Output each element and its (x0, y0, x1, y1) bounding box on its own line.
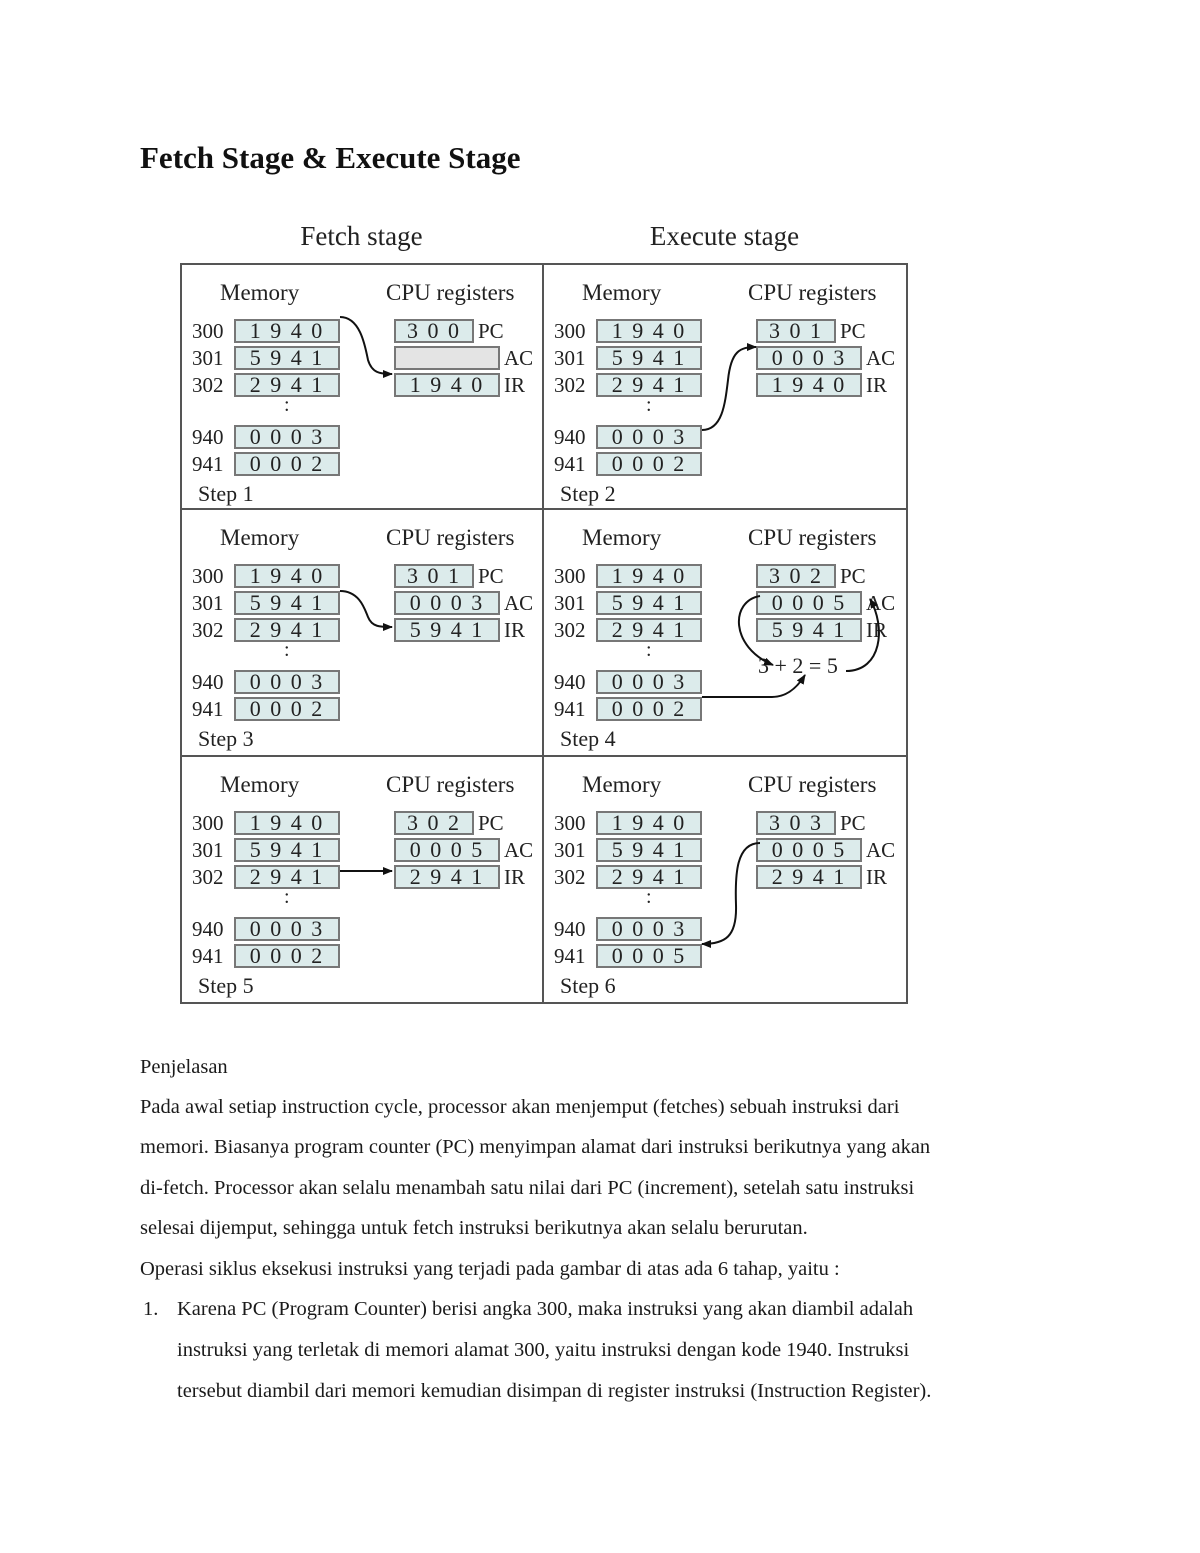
register-ac-label: AC (504, 838, 534, 862)
ellipsis-dots: : (284, 639, 290, 661)
register-ir-value: 2 9 4 1 (394, 865, 500, 889)
register-ac-value: 0 0 0 5 (756, 838, 862, 862)
memory-address: 940 (554, 670, 586, 694)
cpu-registers-label: CPU registers (386, 772, 515, 797)
memory-label: Memory (582, 280, 662, 305)
memory-address: 301 (192, 346, 224, 370)
paragraph-1-line-1: Pada awal setiap instruction cycle, processor akan menjemput (fetches) sebuah instruksi dari (140, 1096, 900, 1118)
ellipsis-dots: : (646, 886, 652, 908)
step-cell-6 (544, 757, 908, 1004)
register-pc-label: PC (840, 811, 866, 835)
memory-address: 300 (192, 319, 224, 343)
memory-address: 940 (192, 425, 224, 449)
memory-word: 2 9 4 1 (234, 618, 340, 642)
memory-word: 2 9 4 1 (234, 373, 340, 397)
memory-address: 940 (554, 917, 586, 941)
register-ir-label: IR (504, 373, 525, 397)
register-ir-value: 1 9 4 0 (394, 373, 500, 397)
ellipsis-dots: : (284, 394, 290, 416)
memory-word: 0 0 0 2 (234, 452, 340, 476)
memory-word: 5 9 4 1 (596, 591, 702, 615)
register-ir-label: IR (504, 618, 525, 642)
memory-word: 0 0 0 3 (596, 425, 702, 449)
memory-word: 2 9 4 1 (596, 865, 702, 889)
memory-address: 302 (554, 618, 586, 642)
register-ir-value: 5 9 4 1 (756, 618, 862, 642)
memory-address: 301 (192, 838, 224, 862)
paragraph-2: Operasi siklus eksekusi instruksi yang terjadi pada gambar di atas ada 6 tahap, yaitu : (140, 1258, 840, 1280)
memory-address: 940 (192, 670, 224, 694)
register-pc-value: 3 0 3 (756, 811, 836, 835)
paragraph-1-line-2: memori. Biasanya program counter (PC) menyimpan alamat dari instruksi berikutnya yang akan (140, 1136, 931, 1158)
memory-word: 1 9 4 0 (234, 811, 340, 835)
memory-word: 0 0 0 3 (596, 917, 702, 941)
step-label: Step 2 (560, 481, 616, 506)
list-item-1-number: 1. (143, 1298, 159, 1320)
ellipsis-dots: : (284, 886, 290, 908)
step-cell-2 (544, 263, 908, 510)
register-ac-value: 0 0 0 5 (756, 591, 862, 615)
memory-address: 300 (192, 564, 224, 588)
memory-address: 302 (192, 865, 224, 889)
register-pc-label: PC (478, 319, 504, 343)
cpu-registers-label: CPU registers (386, 280, 515, 305)
register-pc-label: PC (840, 564, 866, 588)
memory-word: 1 9 4 0 (234, 319, 340, 343)
cpu-registers-label: CPU registers (748, 525, 877, 550)
list-item-1-line-1: Karena PC (Program Counter) berisi angka 300, maka instruksi yang akan diambil adalah (177, 1298, 914, 1320)
register-ac-value (394, 346, 500, 370)
register-ac-label: AC (504, 591, 534, 615)
memory-word: 5 9 4 1 (596, 346, 702, 370)
memory-word: 1 9 4 0 (596, 319, 702, 343)
register-ir-value: 2 9 4 1 (756, 865, 862, 889)
register-ir-value: 1 9 4 0 (756, 373, 862, 397)
memory-label: Memory (220, 772, 300, 797)
step-label: Step 4 (560, 726, 616, 751)
instruction-cycle-figure (170, 255, 920, 1015)
memory-word: 0 0 0 2 (234, 944, 340, 968)
penjelasan-heading: Penjelasan (140, 1056, 228, 1078)
paragraph-1-line-4: selesai dijemput, sehingga untuk fetch instruksi berikutnya akan selalu berurutan. (140, 1217, 808, 1239)
memory-word: 5 9 4 1 (596, 838, 702, 862)
list-item-1-line-3: tersebut diambil dari memori kemudian disimpan di register instruksi (Instruction Register). (177, 1380, 932, 1402)
register-ir-label: IR (866, 618, 887, 642)
register-ir-value: 5 9 4 1 (394, 618, 500, 642)
memory-address: 941 (554, 944, 586, 968)
step-label: Step 5 (198, 973, 254, 998)
memory-address: 941 (192, 697, 224, 721)
memory-word: 2 9 4 1 (234, 865, 340, 889)
memory-address: 300 (554, 811, 586, 835)
memory-word: 0 0 0 3 (234, 670, 340, 694)
memory-word: 0 0 0 2 (596, 452, 702, 476)
step-label: Step 6 (560, 973, 616, 998)
memory-address: 941 (192, 452, 224, 476)
ellipsis-dots: : (646, 639, 652, 661)
register-pc-value: 3 0 2 (394, 811, 474, 835)
memory-address: 941 (192, 944, 224, 968)
memory-label: Memory (220, 280, 300, 305)
execute-stage-heading: Execute stage (649, 221, 800, 251)
memory-label: Memory (582, 772, 662, 797)
memory-word: 0 0 0 3 (234, 917, 340, 941)
step-label: Step 3 (198, 726, 254, 751)
fetch-stage-heading: Fetch stage (300, 221, 423, 251)
memory-address: 302 (554, 865, 586, 889)
memory-address: 302 (192, 618, 224, 642)
step-cell-5 (180, 757, 544, 1004)
memory-word: 5 9 4 1 (234, 591, 340, 615)
memory-address: 301 (554, 346, 586, 370)
memory-word: 2 9 4 1 (596, 373, 702, 397)
memory-word: 1 9 4 0 (596, 811, 702, 835)
cpu-registers-label: CPU registers (386, 525, 515, 550)
sum-equation: 3 + 2 = 5 (758, 653, 838, 678)
memory-address: 941 (554, 452, 586, 476)
register-ac-value: 0 0 0 3 (394, 591, 500, 615)
memory-label: Memory (582, 525, 662, 550)
register-ac-value: 0 0 0 5 (394, 838, 500, 862)
cpu-registers-label: CPU registers (748, 772, 877, 797)
memory-word: 0 0 0 2 (596, 697, 702, 721)
memory-address: 941 (554, 697, 586, 721)
memory-address: 300 (192, 811, 224, 835)
memory-address: 301 (554, 838, 586, 862)
step-cell-4 (544, 510, 908, 757)
step-cell-3 (180, 510, 544, 757)
step-label: Step 1 (198, 481, 254, 506)
register-pc-value: 3 0 2 (756, 564, 836, 588)
memory-word: 1 9 4 0 (234, 564, 340, 588)
register-pc-value: 3 0 1 (756, 319, 836, 343)
register-ir-label: IR (866, 373, 887, 397)
memory-address: 301 (192, 591, 224, 615)
register-pc-label: PC (478, 811, 504, 835)
register-ac-value: 0 0 0 3 (756, 346, 862, 370)
register-ac-label: AC (866, 838, 896, 862)
register-pc-label: PC (840, 319, 866, 343)
memory-address: 302 (192, 373, 224, 397)
memory-word: 0 0 0 5 (596, 944, 702, 968)
register-pc-label: PC (478, 564, 504, 588)
ellipsis-dots: : (646, 394, 652, 416)
paragraph-1-line-3: di-fetch. Processor akan selalu menambah satu nilai dari PC (increment), setelah satu instruksi (140, 1177, 915, 1199)
step-cell-1 (180, 263, 544, 510)
memory-address: 300 (554, 319, 586, 343)
register-ac-label: AC (504, 346, 534, 370)
register-pc-value: 3 0 1 (394, 564, 474, 588)
memory-address: 302 (554, 373, 586, 397)
memory-word: 5 9 4 1 (234, 346, 340, 370)
cpu-registers-label: CPU registers (748, 280, 877, 305)
register-ac-label: AC (866, 591, 896, 615)
memory-word: 0 0 0 3 (234, 425, 340, 449)
memory-word: 0 0 0 3 (596, 670, 702, 694)
memory-address: 940 (192, 917, 224, 941)
register-ir-label: IR (866, 865, 887, 889)
memory-address: 940 (554, 425, 586, 449)
memory-word: 2 9 4 1 (596, 618, 702, 642)
memory-label: Memory (220, 525, 300, 550)
register-ac-label: AC (866, 346, 896, 370)
memory-word: 5 9 4 1 (234, 838, 340, 862)
list-item-1-line-2: instruksi yang terletak di memori alamat 300, yaitu instruksi dengan kode 1940. Instruksi (177, 1339, 910, 1361)
memory-address: 301 (554, 591, 586, 615)
page-title: Fetch Stage & Execute Stage (140, 140, 521, 175)
memory-address: 300 (554, 564, 586, 588)
memory-word: 0 0 0 2 (234, 697, 340, 721)
register-ir-label: IR (504, 865, 525, 889)
register-pc-value: 3 0 0 (394, 319, 474, 343)
memory-word: 1 9 4 0 (596, 564, 702, 588)
